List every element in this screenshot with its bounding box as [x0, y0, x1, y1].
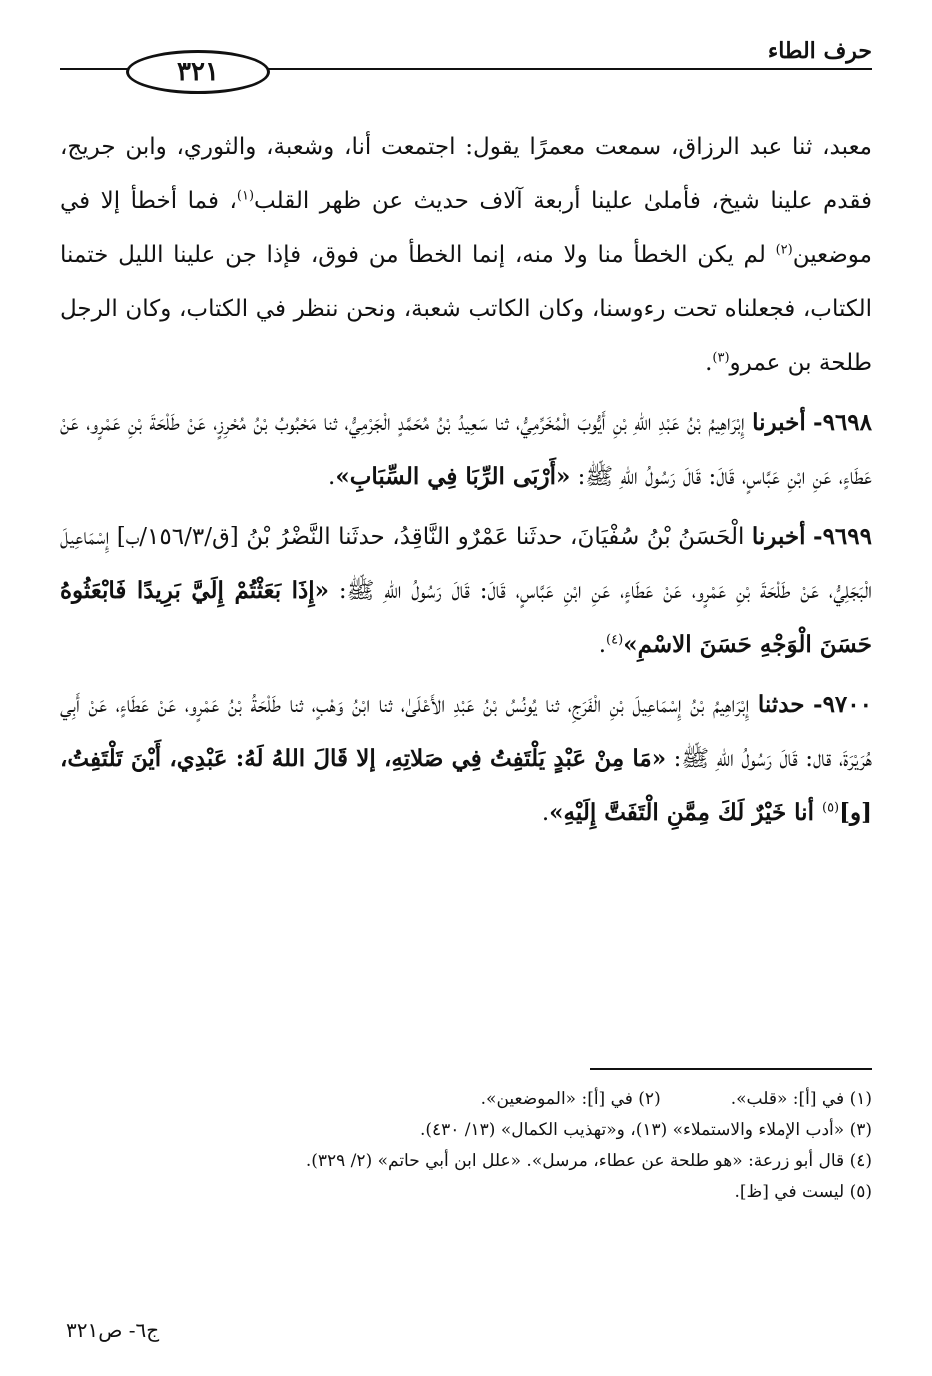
footnote-3: (٣) «أدب الإملاء والاستملاء» (١٣)، و«تهذيب الكمال» (١٣/ ٤٣٠). [419, 1120, 872, 1140]
hadith-number: ٩٦٩٩- [813, 523, 872, 550]
hadith-end: . [541, 800, 550, 826]
hadith-end: . [328, 464, 336, 490]
narration-text-a: معبد، ثنا عبد الرزاق، سمعت معمرًا يقول: اجتمعت أنا، وشعبة، والثوري، وابن جريج، فقدم علينا شيخ، فأملىٰ علينا أربعة آلاف حديث عن ظهر القلب [60, 134, 872, 214]
page-number: ٣٢١ [126, 50, 270, 94]
hadith-matn: «أَرْبَى الرِّبَا فِي السِّبَابِ» [335, 463, 571, 490]
running-title: حرف الطاء [758, 38, 872, 64]
hadith-number: ٩٦٩٨- [813, 409, 873, 436]
hadith-matn: «مَا مِنْ عَبْدٍ يَلْتَفِتُ فِي صَلاتِهِ، إلا قَالَ اللهُ لَهُ: عَبْدِي، أَيْنَ تَلْتَفِتُ، [و] [60, 745, 872, 826]
hadith-matn-cont: أنا خَيْرٌ لَكَ مِمَّنِ الْتَفَتَّ إِلَيْهِ» [549, 799, 822, 826]
footnote-line-1 [60, 1084, 872, 1115]
footnote-ref-2: (٢) [775, 242, 793, 258]
volume-page-mark: ج٦- ص٣٢١ [66, 1318, 160, 1342]
isnad-text: إِبْرَاهِيمُ بْنُ إِسْمَاعِيلَ بْنِ الْفَرَجِ، ثنا يُونُسُ بْنُ عَبْدِ الأَعْلَىٰ، ثنا ابْنُ وَهْبٍ، ثنا طَلْحَةُ بْنُ عَمْرٍو، عَنْ عَطَاءٍ، عَنْ أَبِي هُرَيْرَةَ، قال: قَالَ رَسُولُ اللهِ ﷺ: [60, 692, 872, 772]
footnote-1: (١) في [أ]: «قلب». [730, 1089, 872, 1109]
footnote-5: (٥) ليست في [ظ]. [734, 1182, 872, 1202]
footnote-ref-1: (١) [236, 188, 255, 204]
paragraph-narration [60, 120, 872, 390]
footnote-rule [590, 1068, 872, 1070]
footnote-4: (٤) قال أبو زرعة: «هو طلحة عن عطاء، مرسل». «علل ابن أبي حاتم» (٢/ ٣٢٩). [305, 1151, 872, 1171]
footnote-ref-4: (٤) [606, 632, 624, 648]
isnad-text: الْحَسَنُ بْنُ سُفْيَانَ، حدثَنا عَمْرٌو النَّاقِدُ، حدثَنا النَّضْرُ بْنُ [ق/١٥٦/٣/ب] إِسْمَاعِيلَ الْبَجَلِيُّ، عَنْ طَلْحَةَ بْنِ عَمْرٍو، عَنْ عَطَاءٍ، عَنِ ابْنِ عَبَّاسٍ، قَالَ: قَالَ رَسُولُ اللهِ ﷺ: [60, 524, 872, 604]
footnote-ref-3: (٣) [712, 350, 730, 366]
hadith-matn: «إِذَا بَعَثْتُمْ إِلَيَّ بَرِيدًا فَابْعَثُوهُ حَسَنَ الْوَجْهِ حَسَنَ الاسْمِ» [60, 577, 872, 658]
transmission-verb: أخبرنا [752, 409, 806, 436]
hadith-9700 [60, 678, 872, 840]
footnote-ref-5: (٥) [821, 800, 840, 816]
main-text [60, 120, 872, 846]
narration-text-c: لم يكن الخطأ منا ولا منه، إنما الخطأ من فوق، فإذا جن علينا الليل ختمنا الكتاب، فجعلناه تحت رءوسنا، وكان الكاتب شعبة، ونحن ننظر في الكتاب، وكان الرجل طلحة بن عمرو [60, 242, 872, 376]
footnotes [60, 1084, 872, 1208]
hadith-9698 [60, 396, 872, 504]
footnote-2: (٢) في [أ]: «الموضعين». [480, 1089, 661, 1109]
hadith-end: . [598, 632, 607, 658]
hadith-9699 [60, 510, 872, 672]
isnad-text: إِبْرَاهِيمُ بْنُ عَبْدِ اللهِ بْنِ أَيُّوبَ الْمُخَرِّمِيُّ، ثنا سَعِيدُ بْنُ مُحَمَّدٍ الْجَرْمِيُّ، ثنا مَحْبُوبُ بْنُ مُحْرِزٍ، عَنْ طَلْحَةَ بْنِ عَمْرٍو، عَنْ عَطَاءٍ، عَنِ ابْنِ عَبَّاسٍ، قَالَ: قَالَ رَسُولُ اللهِ ﷺ: [60, 410, 872, 490]
transmission-verb: حدثنا [757, 691, 805, 718]
transmission-verb: أخبرنا [751, 523, 806, 550]
narration-end: . [705, 350, 713, 376]
narration-text-b: ، فما أخطأ إلا في موضعين [60, 188, 872, 268]
hadith-number: ٩٧٠٠- [813, 691, 872, 718]
page-header [60, 32, 872, 102]
